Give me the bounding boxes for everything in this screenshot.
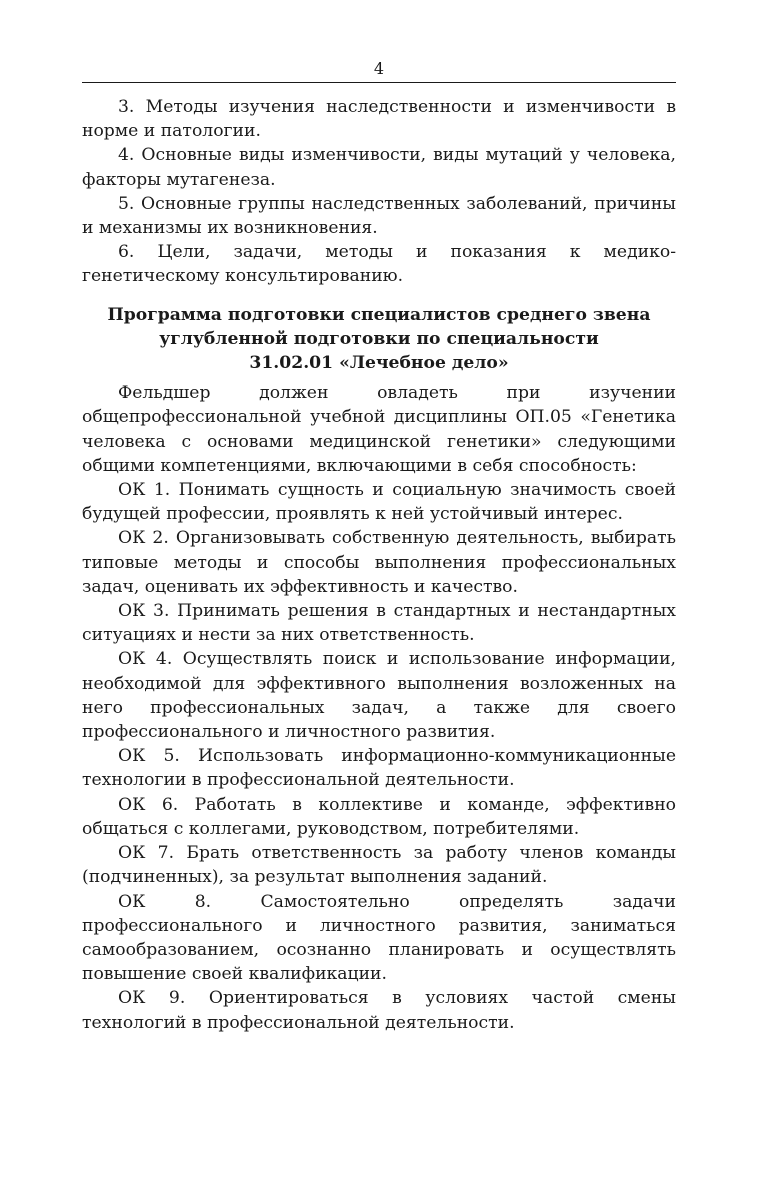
heading-line-2: углубленной подготовки по специальности — [159, 328, 599, 349]
intro-paragraph: Фельдшер должен овладеть при изучении общепрофессиональной учебной дисциплины ОП.05 «Генетика человека с основами медицинской генетики» следующими общими компетенциями, включающими в себя способность: — [82, 383, 676, 476]
competency-item: ОК 2. Организовывать собственную деятельность, выбирать типовые методы и способы выполнения профессиональных задач, оценивать их эффективность и качество. — [82, 528, 676, 597]
competency-item: ОК 8. Самостоятельно определять задачи профессионального и личностного развития, заниматься самообразованием, осознанно планировать и осуществлять повышение своей квалификации. — [82, 891, 676, 985]
competency-item: ОК 1. Понимать сущность и социальную значимость своей будущей профессии, проявлять к ней устойчивый интерес. — [82, 480, 676, 525]
competency-item: ОК 9. Ориентироваться в условиях частой смены технологий в профессиональной деятельности. — [82, 988, 676, 1033]
section-heading — [82, 303, 676, 376]
heading-line-1: Программа подготовки специалистов среднего звена — [107, 304, 651, 325]
document-page — [82, 58, 676, 1035]
competency-item: ОК 3. Принимать решения в стандартных и нестандартных ситуациях и нести за них ответственность. — [82, 601, 676, 646]
heading-line-3: 31.02.01 «Лечебное дело» — [249, 353, 509, 374]
list-item: 5. Основные группы наследственных заболеваний, причины и механизмы их возникновения. — [82, 193, 676, 239]
competency-item: ОК 4. Осуществлять поиск и использование информации, необходимой для эффективного выполнения возложенных на него профессиональных задач, а также для своего профессионального и личностного развития. — [82, 649, 676, 743]
header-rule — [82, 82, 676, 83]
competency-item: ОК 5. Использовать информационно-коммуникационные технологии в профессиональной деятельности. — [82, 746, 676, 791]
list-item: 6. Цели, задачи, методы и показания к медико-генетическому консультированию. — [82, 242, 676, 287]
competency-item: ОК 7. Брать ответственность за работу членов команды (подчиненных), за результат выполнения заданий. — [82, 843, 676, 888]
list-item: 4. Основные виды изменчивости, виды мутаций у человека, факторы мутагенеза. — [82, 145, 676, 190]
competency-item: ОК 6. Работать в коллективе и команде, эффективно общаться с коллегами, руководством, потребителями. — [82, 794, 676, 839]
list-item: 3. Методы изучения наследственности и изменчивости в норме и патологии. — [82, 97, 676, 142]
page-number: 4 — [373, 59, 385, 78]
